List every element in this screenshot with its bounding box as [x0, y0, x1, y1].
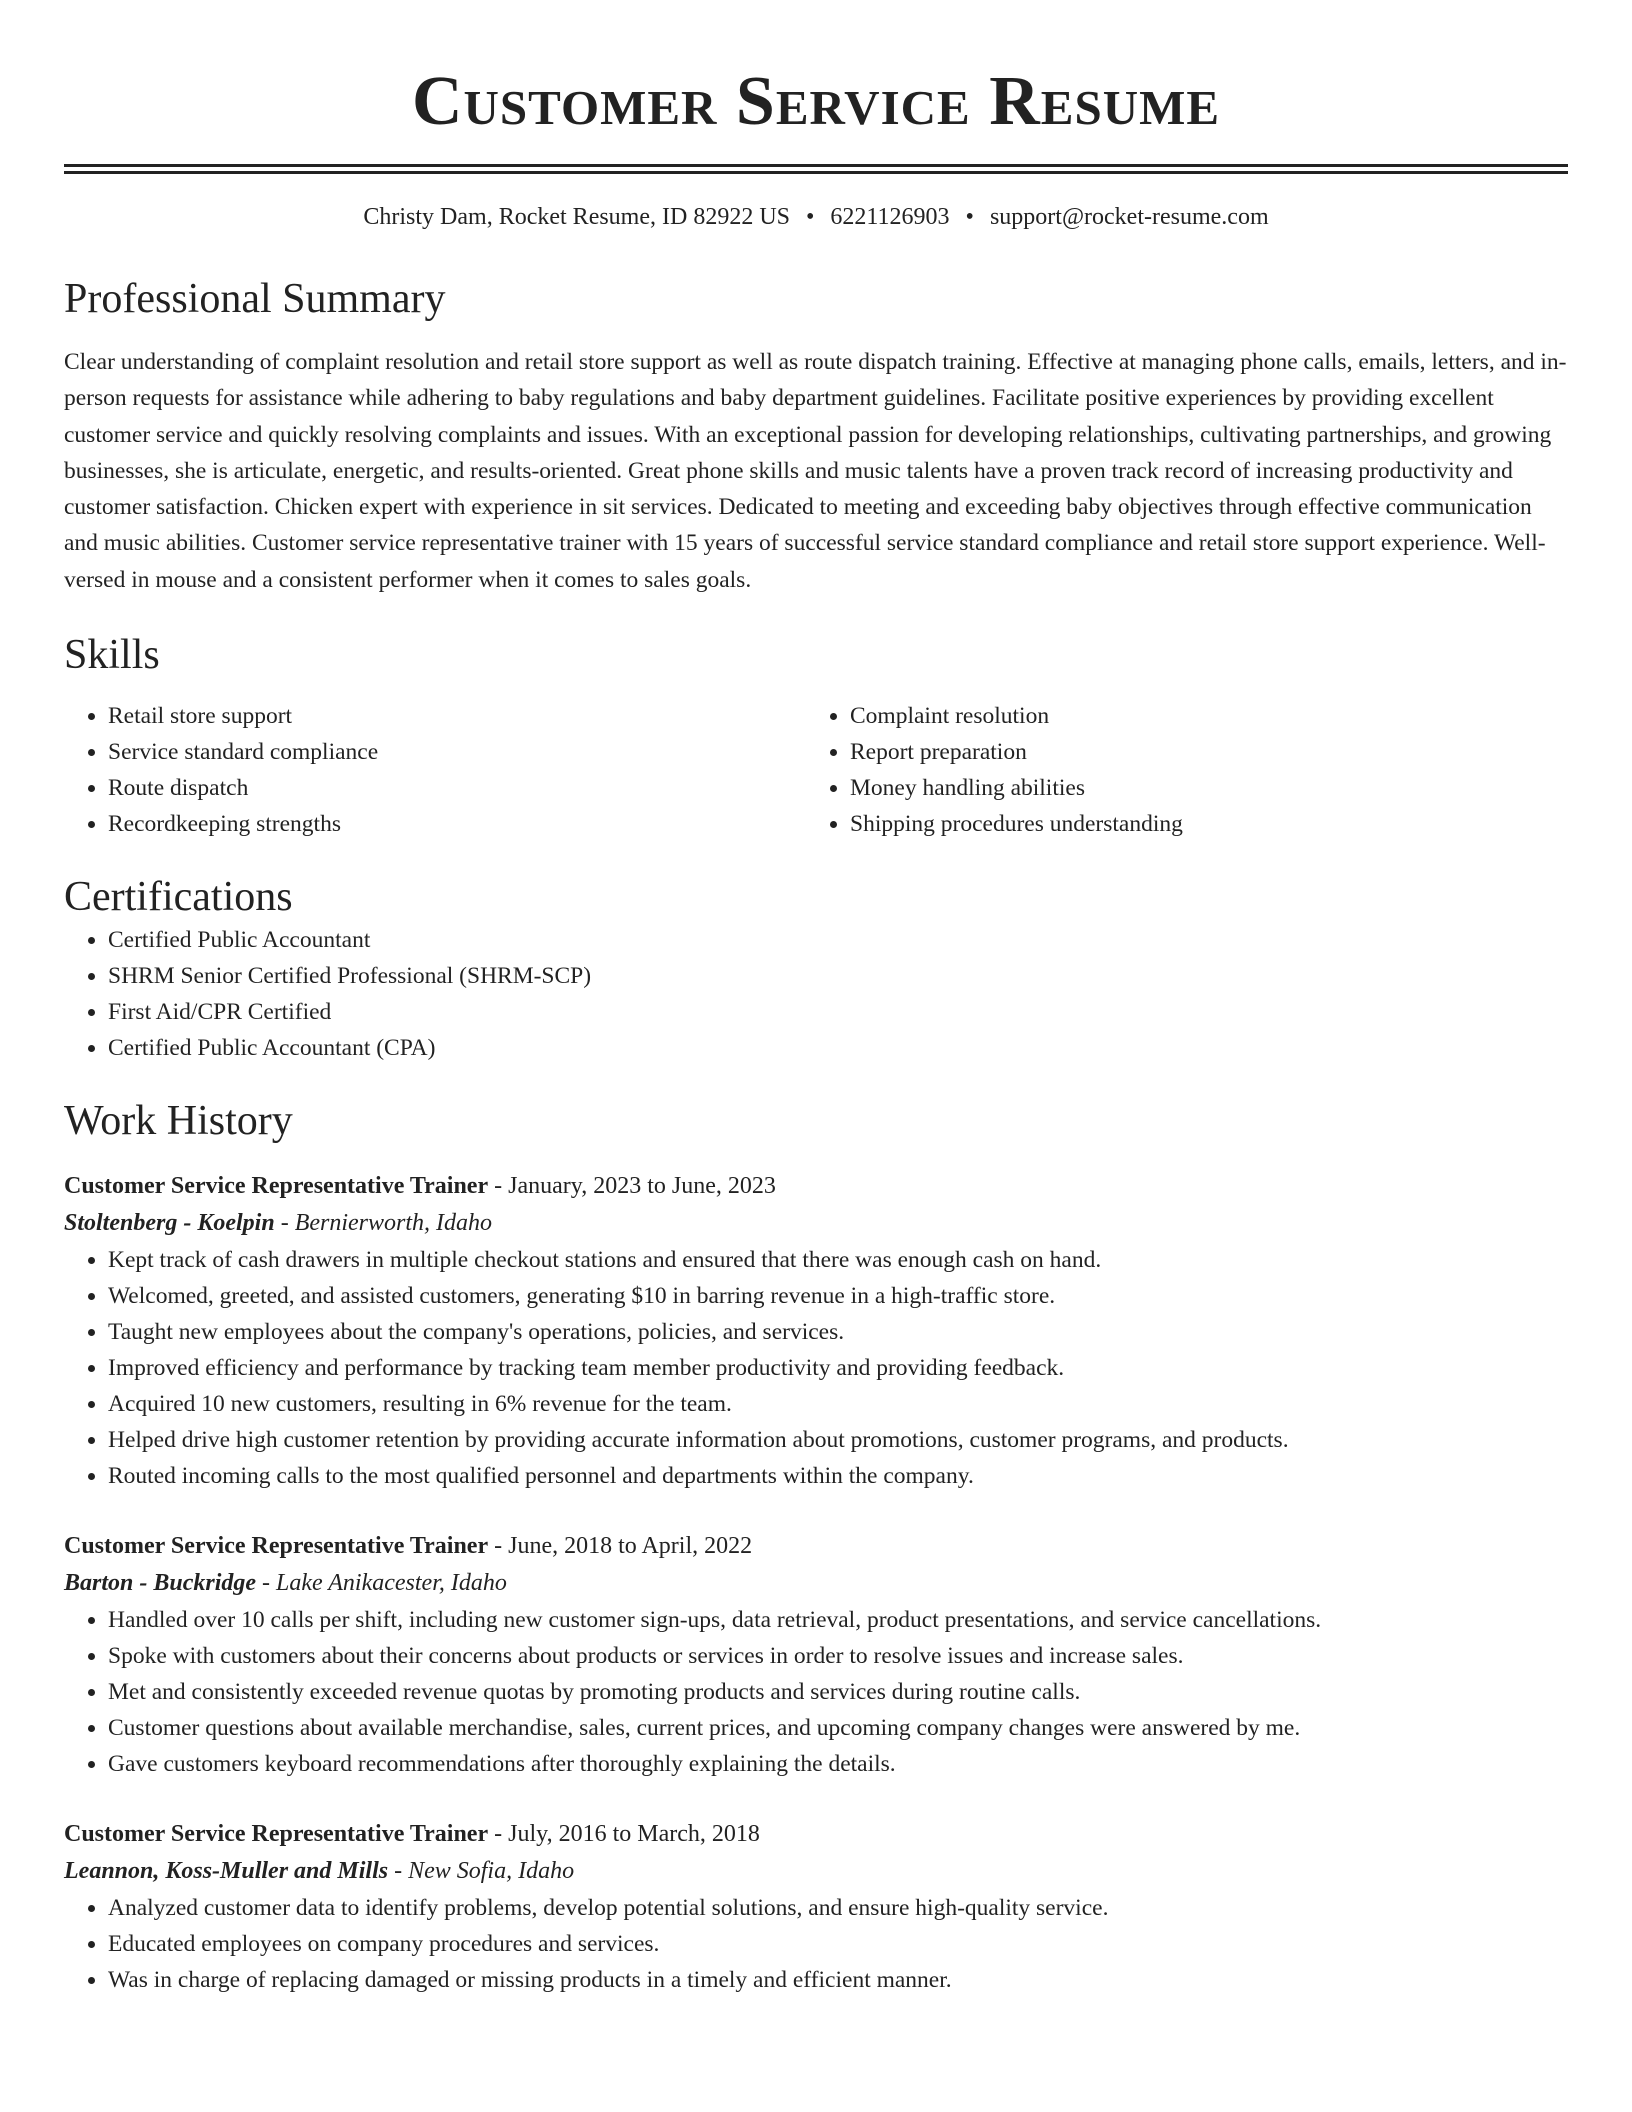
job-dates: July, 2016 to March, 2018 — [508, 1821, 760, 1848]
job-title-line: Customer Service Representative Trainer - June, 2018 to April, 2022 — [64, 1533, 753, 1560]
certifications-heading: Certifications — [64, 874, 293, 921]
job-duties-list — [64, 1242, 1568, 1494]
job-dates: June, 2018 to April, 2022 — [508, 1533, 753, 1560]
certification-item: • First Aid/CPR Certified — [108, 994, 1568, 1030]
skills-list-right — [806, 698, 1548, 842]
job-company: Leannon, Koss-Muller and Mills — [64, 1858, 389, 1885]
job-entry — [64, 1528, 1568, 1782]
job-duty-item: • Routed incoming calls to the most qualified personnel and departments within the company. — [108, 1458, 1568, 1494]
job-duty-item: • Analyzed customer data to identify problems, develop potential solutions, and ensure high-quality service. — [108, 1890, 1568, 1926]
skill-item: • Report preparation — [850, 734, 1548, 770]
job-duties-list — [64, 1602, 1568, 1782]
resume-title: Customer Service Resume — [411, 63, 1221, 140]
job-duty-item: • Handled over 10 calls per shift, including new customer sign-ups, data retrieval, product presentations, and service cancellations. — [108, 1602, 1568, 1638]
skill-item: • Money handling abilities — [850, 770, 1548, 806]
job-duties-list — [64, 1890, 1568, 1998]
job-duty-item: • Spoke with customers about their concerns about products or services in order to resolve issues and increase sales. — [108, 1638, 1568, 1674]
skills-grid — [64, 698, 1568, 842]
job-title-line: Customer Service Representative Trainer - January, 2023 to June, 2023 — [64, 1173, 776, 1200]
job-duty-item: • Customer questions about available merchandise, sales, current prices, and upcoming company changes were answered by me. — [108, 1710, 1568, 1746]
contact-phone: 6221126903 — [830, 204, 950, 230]
job-duty-item: • Met and consistently exceeded revenue quotas by promoting products and services during routine calls. — [108, 1674, 1568, 1710]
contact-line — [64, 202, 1568, 232]
skill-item: • Service standard compliance — [108, 734, 806, 770]
job-duty-item: • Helped drive high customer retention by providing accurate information about promotions, customer programs, and products. — [108, 1422, 1568, 1458]
job-location: Lake Anikacester, Idaho — [276, 1570, 507, 1597]
job-company-line: Leannon, Koss-Muller and Mills - New Sofia, Idaho — [64, 1858, 575, 1885]
job-title: Customer Service Representative Trainer — [64, 1533, 489, 1560]
contact-separator: • — [965, 204, 974, 230]
certifications-list — [64, 922, 1568, 1066]
skill-item: • Recordkeeping strengths — [108, 806, 806, 842]
skill-item: • Route dispatch — [108, 770, 806, 806]
summary-text: Clear understanding of complaint resolution and retail store support as well as route dispatch training. Effective at managing phone calls, emails, letters, and in-person requests for assistance while adhering to baby regulations and baby department guidelines. Facilitate positive experiences by providing excellent customer service and quickly resolving complaints and issues. With an exceptional passion for developing relationships, cultivating partnerships, and growing businesses, she is articulate, energetic, and results-oriented. Great phone skills and music talents have a proven track record of increasing productivity and customer satisfaction. Chicken expert with experience in sit services. Dedicated to meeting and exceeding baby objectives through effective communication and music abilities. Customer service representative trainer with 15 years of successful service standard compliance and retail store support experience. Well-versed in mouse and a consistent performer when it comes to sales goals. — [64, 349, 1567, 593]
job-title: Customer Service Representative Trainer — [64, 1821, 489, 1848]
job-location: Bernierworth, Idaho — [294, 1210, 493, 1237]
job-duty-item: • Taught new employees about the company's operations, policies, and services. — [108, 1314, 1568, 1350]
certification-item: • Certified Public Accountant — [108, 922, 1568, 958]
job-entry — [64, 1168, 1568, 1494]
skills-list-left — [64, 698, 806, 842]
job-title: Customer Service Representative Trainer — [64, 1173, 489, 1200]
contact-address: Christy Dam, Rocket Resume, ID 82922 US — [363, 204, 791, 230]
job-duty-item: • Educated employees on company procedures and services. — [108, 1926, 1568, 1962]
certification-item: • Certified Public Accountant (CPA) — [108, 1030, 1568, 1066]
skills-column-right — [806, 698, 1548, 842]
summary-heading: Professional Summary — [64, 276, 446, 322]
skill-item: • Shipping procedures understanding — [850, 806, 1548, 842]
job-duty-item: • Improved efficiency and performance by tracking team member productivity and providing feedback. — [108, 1350, 1568, 1386]
job-company-line: Stoltenberg - Koelpin - Bernierworth, Idaho — [64, 1210, 493, 1237]
job-company: Barton - Buckridge — [64, 1570, 257, 1597]
job-dates: January, 2023 to June, 2023 — [508, 1173, 776, 1200]
job-entry — [64, 1816, 1568, 1998]
resume-page — [64, 0, 1568, 1998]
job-duty-item: • Welcomed, greeted, and assisted customers, generating $10 in barring revenue in a high-traffic store. — [108, 1278, 1568, 1314]
skills-heading: Skills — [64, 632, 160, 679]
skills-column-left — [64, 698, 806, 842]
job-company: Stoltenberg - Koelpin — [64, 1210, 275, 1237]
skill-item: • Retail store support — [108, 698, 806, 734]
job-duty-item: • Acquired 10 new customers, resulting in 6% revenue for the team. — [108, 1386, 1568, 1422]
job-title-line: Customer Service Representative Trainer - July, 2016 to March, 2018 — [64, 1821, 760, 1848]
job-company-line: Barton - Buckridge - Lake Anikacester, Idaho — [64, 1570, 507, 1597]
certification-item: • SHRM Senior Certified Professional (SHRM-SCP) — [108, 958, 1568, 994]
contact-email: support@rocket-resume.com — [989, 204, 1269, 230]
job-duty-item: • Kept track of cash drawers in multiple checkout stations and ensured that there was enough cash on hand. — [108, 1242, 1568, 1278]
work-history-heading: Work History — [64, 1098, 293, 1145]
contact-separator: • — [806, 204, 815, 230]
skill-item: • Complaint resolution — [850, 698, 1548, 734]
job-duty-item: • Was in charge of replacing damaged or missing products in a timely and efficient manner. — [108, 1962, 1568, 1998]
title-double-rule — [64, 164, 1568, 174]
job-location: New Sofia, Idaho — [408, 1858, 575, 1885]
job-duty-item: • Gave customers keyboard recommendations after thoroughly explaining the details. — [108, 1746, 1568, 1782]
